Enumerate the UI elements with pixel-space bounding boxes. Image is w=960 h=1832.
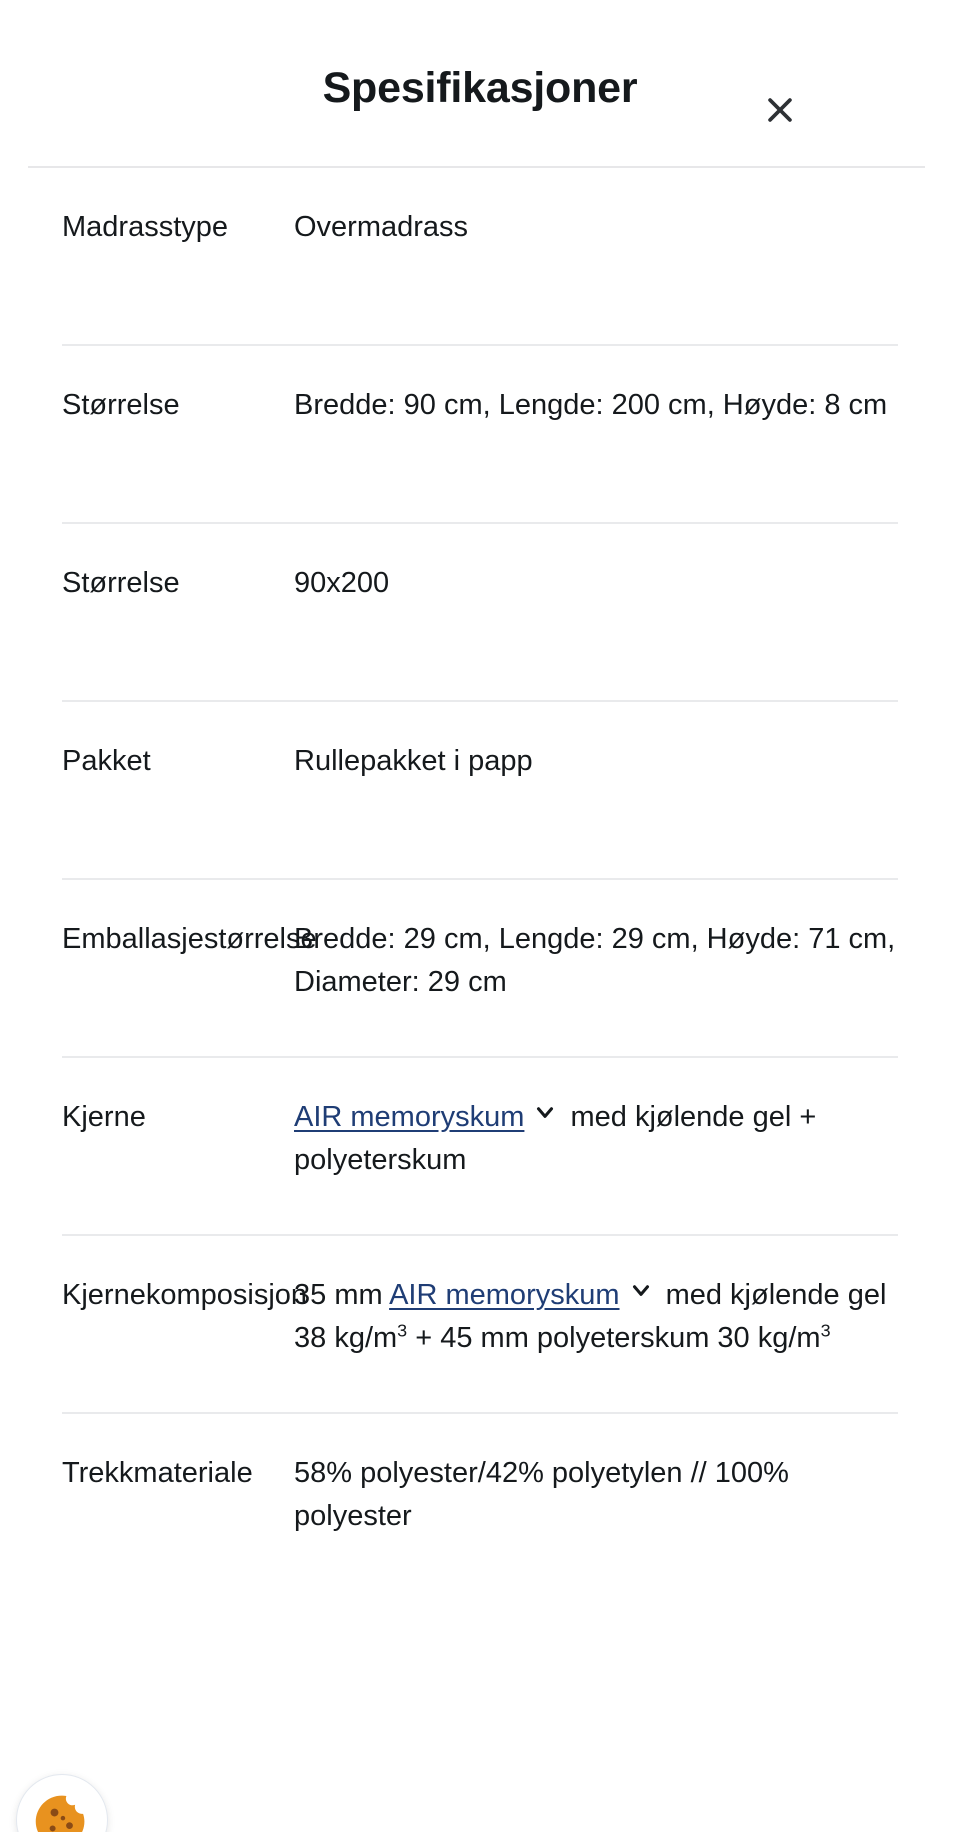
spec-value: Overmadrass: [294, 211, 469, 243]
chevron-down-icon[interactable]: [532, 1099, 558, 1125]
chevron-down-icon[interactable]: [628, 1277, 654, 1303]
spec-value-suffix-b: + 45 mm polyeterskum 30 kg/m: [407, 1322, 821, 1354]
spec-label: Kjernekomposisjon: [62, 1279, 308, 1311]
spec-label: Kjerne: [62, 1101, 146, 1133]
close-icon: [763, 93, 797, 127]
superscript-cubic-b: 3: [820, 1320, 831, 1341]
table-row: [0, 1096, 960, 1196]
table-row: [0, 384, 960, 484]
spec-label: Størrelse: [62, 567, 180, 599]
page-title: Spesifikasjoner: [322, 64, 638, 113]
spec-value: 90x200: [294, 567, 390, 599]
spec-value: Bredde: 90 cm, Lengde: 200 cm, Høyde: 8 cm: [294, 389, 888, 421]
spec-value: Rullepakket i papp: [294, 745, 533, 777]
cookie-settings-button[interactable]: [16, 1774, 108, 1832]
row-spacer: [0, 484, 960, 522]
header-divider: [28, 166, 925, 168]
table-row: [0, 740, 960, 840]
row-spacer: [0, 880, 960, 918]
cookie-icon: [32, 1790, 92, 1832]
spec-value-suffix-a: med kjølende gel 38 kg/m: [294, 1279, 887, 1354]
row-spacer: [0, 1414, 960, 1452]
row-spacer: [0, 662, 960, 700]
row-spacer: [0, 524, 960, 562]
row-spacer: [0, 1374, 960, 1412]
row-spacer: [0, 346, 960, 384]
spec-label: Trekkmateriale: [62, 1457, 253, 1489]
table-row: [0, 206, 960, 306]
modal-header: [0, 0, 960, 168]
table-row: [0, 1452, 960, 1552]
specifications-list: [0, 168, 960, 1552]
table-row: [0, 918, 960, 1018]
spec-label: Pakket: [62, 745, 151, 777]
row-spacer: [0, 168, 960, 206]
row-spacer: [0, 1018, 960, 1056]
spec-value: [294, 1096, 898, 1182]
close-button[interactable]: [750, 80, 810, 140]
row-spacer: [0, 306, 960, 344]
spec-value-suffix: med kjølende gel + polyeterskum: [294, 1101, 817, 1176]
table-row: [0, 1274, 960, 1374]
spec-value-prefix: 35 mm: [294, 1279, 390, 1311]
row-spacer: [0, 1236, 960, 1274]
spec-label: Størrelse: [62, 389, 180, 421]
spec-label: Madrasstype: [62, 211, 229, 243]
material-link[interactable]: AIR memoryskum: [389, 1279, 620, 1311]
row-spacer: [0, 840, 960, 878]
spec-label: Emballasjestørrelse: [62, 923, 317, 955]
spec-value: 58% polyester/42% polyetylen // 100% polyester: [294, 1457, 789, 1532]
superscript-cubic-a: 3: [397, 1320, 408, 1341]
spec-value: Bredde: 29 cm, Lengde: 29 cm, Høyde: 71 cm, Diameter: 29 cm: [294, 923, 896, 998]
table-row: [0, 562, 960, 662]
spec-value: [294, 1274, 898, 1360]
row-spacer: [0, 1058, 960, 1096]
row-spacer: [0, 1196, 960, 1234]
material-link[interactable]: AIR memoryskum: [294, 1101, 525, 1133]
row-spacer: [0, 702, 960, 740]
